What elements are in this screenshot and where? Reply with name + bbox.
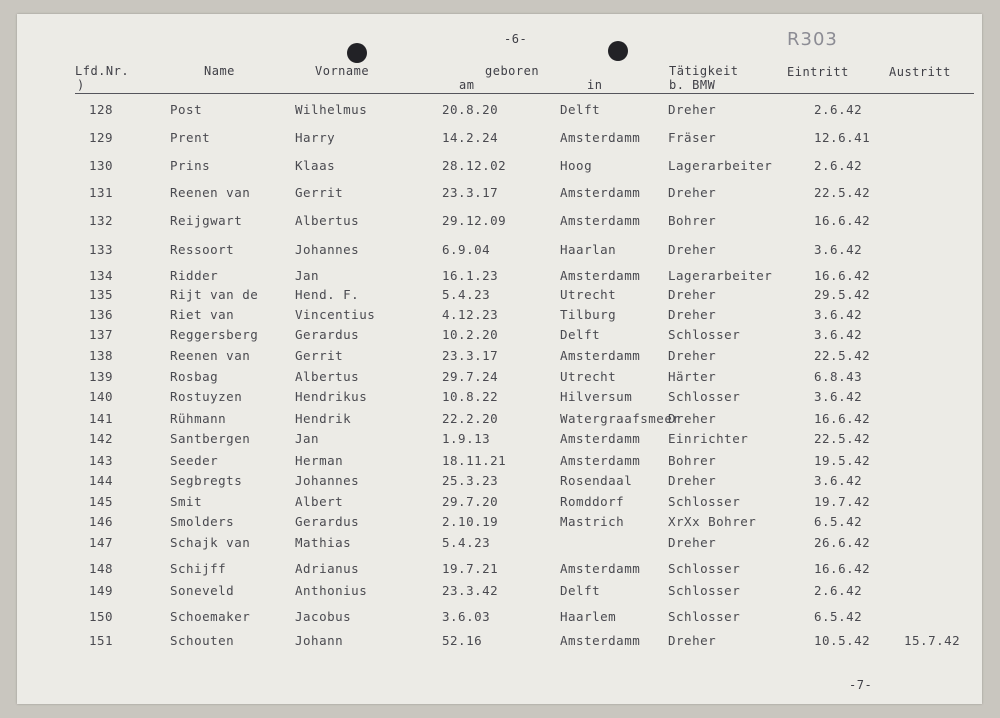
row-entry-date: 10.5.42 <box>814 633 871 648</box>
header-closing-paren: ) <box>77 78 85 92</box>
table-row <box>17 609 982 627</box>
row-name: Smolders <box>170 514 235 529</box>
row-vorname: Johannes <box>295 473 360 488</box>
row-occupation: Bohrer <box>668 213 717 228</box>
row-birth-date: 18.11.21 <box>442 453 507 468</box>
table-row <box>17 130 982 148</box>
row-name: Riet van <box>170 307 235 322</box>
row-number: 143 <box>89 453 114 468</box>
row-name: Schijff <box>170 561 227 576</box>
row-occupation: Dreher <box>668 287 717 302</box>
row-entry-date: 6.8.43 <box>814 369 863 384</box>
row-birth-place: Haarlem <box>560 609 617 624</box>
table-row <box>17 561 982 579</box>
row-name: Reijgwart <box>170 213 243 228</box>
row-entry-date: 2.6.42 <box>814 583 863 598</box>
row-entry-date: 16.6.42 <box>814 268 871 283</box>
table-row <box>17 348 982 366</box>
row-birth-date: 19.7.21 <box>442 561 499 576</box>
row-name: Ressoort <box>170 242 235 257</box>
row-occupation: Bohrer <box>668 453 717 468</box>
row-entry-date: 22.5.42 <box>814 348 871 363</box>
row-vorname: Hend. F. <box>295 287 360 302</box>
header-geboren: geboren <box>485 64 540 78</box>
row-vorname: Wilhelmus <box>295 102 368 117</box>
row-occupation: Dreher <box>668 473 717 488</box>
row-birth-date: 1.9.13 <box>442 431 491 446</box>
row-number: 141 <box>89 411 114 426</box>
row-name: Prins <box>170 158 211 173</box>
row-entry-date: 3.6.42 <box>814 327 863 342</box>
row-name: Reenen van <box>170 348 251 363</box>
row-number: 138 <box>89 348 114 363</box>
table-row <box>17 453 982 471</box>
row-number: 145 <box>89 494 114 509</box>
row-birth-place: Utrecht <box>560 287 617 302</box>
row-number: 131 <box>89 185 114 200</box>
row-entry-date: 3.6.42 <box>814 389 863 404</box>
page-number-bottom: -7- <box>849 678 873 692</box>
row-occupation: Dreher <box>668 185 717 200</box>
header-bei-bmw: b. BMW <box>669 78 716 92</box>
row-number: 132 <box>89 213 114 228</box>
row-birth-place: Amsterdamm <box>560 431 641 446</box>
row-birth-place: Watergraafsmeer <box>560 411 681 426</box>
row-name: Schajk van <box>170 535 251 550</box>
row-number: 151 <box>89 633 114 648</box>
row-occupation: Dreher <box>668 535 717 550</box>
header-lfd-nr: Lfd.Nr. <box>75 64 130 78</box>
row-birth-date: 16.1.23 <box>442 268 499 283</box>
row-number: 140 <box>89 389 114 404</box>
row-vorname: Jan <box>295 431 320 446</box>
row-number: 146 <box>89 514 114 529</box>
row-entry-date: 3.6.42 <box>814 473 863 488</box>
row-birth-place: Amsterdamm <box>560 633 641 648</box>
row-name: Santbergen <box>170 431 251 446</box>
row-birth-place: Delft <box>560 102 601 117</box>
row-name: Rostuyzen <box>170 389 243 404</box>
row-vorname: Johann <box>295 633 344 648</box>
row-entry-date: 22.5.42 <box>814 431 871 446</box>
row-entry-date: 16.6.42 <box>814 561 871 576</box>
row-birth-date: 5.4.23 <box>442 535 491 550</box>
row-entry-date: 2.6.42 <box>814 102 863 117</box>
row-occupation: Fräser <box>668 130 717 145</box>
punch-hole-left <box>347 43 367 63</box>
row-vorname: Jacobus <box>295 609 352 624</box>
row-name: Prent <box>170 130 211 145</box>
row-number: 147 <box>89 535 114 550</box>
row-vorname: Herman <box>295 453 344 468</box>
row-number: 134 <box>89 268 114 283</box>
row-birth-place: Rosendaal <box>560 473 633 488</box>
row-occupation: Dreher <box>668 307 717 322</box>
row-birth-date: 52.16 <box>442 633 483 648</box>
row-vorname: Gerrit <box>295 348 344 363</box>
row-vorname: Albert <box>295 494 344 509</box>
table-row <box>17 327 982 345</box>
row-birth-date: 3.6.03 <box>442 609 491 624</box>
row-occupation: Dreher <box>668 348 717 363</box>
row-birth-date: 6.9.04 <box>442 242 491 257</box>
row-number: 130 <box>89 158 114 173</box>
table-row <box>17 494 982 512</box>
row-occupation: Schlosser <box>668 583 741 598</box>
row-occupation: Dreher <box>668 242 717 257</box>
row-birth-date: 5.4.23 <box>442 287 491 302</box>
row-entry-date: 12.6.41 <box>814 130 871 145</box>
row-birth-place: Amsterdamm <box>560 348 641 363</box>
row-name: Reggersberg <box>170 327 259 342</box>
row-number: 133 <box>89 242 114 257</box>
header-rule <box>75 93 974 94</box>
row-name: Post <box>170 102 203 117</box>
table-row <box>17 535 982 553</box>
row-birth-place: Utrecht <box>560 369 617 384</box>
row-entry-date: 6.5.42 <box>814 609 863 624</box>
row-entry-date: 3.6.42 <box>814 242 863 257</box>
row-name: Smit <box>170 494 203 509</box>
row-vorname: Klaas <box>295 158 336 173</box>
row-name: Schouten <box>170 633 235 648</box>
row-number: 142 <box>89 431 114 446</box>
row-vorname: Mathias <box>295 535 352 550</box>
row-entry-date: 3.6.42 <box>814 307 863 322</box>
row-vorname: Hendrik <box>295 411 352 426</box>
row-birth-place: Amsterdamm <box>560 453 641 468</box>
row-vorname: Gerrit <box>295 185 344 200</box>
header-vorname: Vorname <box>315 64 370 78</box>
table-row <box>17 369 982 387</box>
row-birth-date: 29.12.09 <box>442 213 507 228</box>
row-birth-date: 25.3.23 <box>442 473 499 488</box>
table-row <box>17 633 982 651</box>
row-vorname: Adrianus <box>295 561 360 576</box>
row-number: 137 <box>89 327 114 342</box>
row-entry-date: 26.6.42 <box>814 535 871 550</box>
row-birth-date: 2.10.19 <box>442 514 499 529</box>
header-in: in <box>587 78 603 92</box>
row-vorname: Albertus <box>295 213 360 228</box>
row-entry-date: 2.6.42 <box>814 158 863 173</box>
row-exit-date: 15.7.42 <box>904 633 961 648</box>
row-vorname: Albertus <box>295 369 360 384</box>
row-birth-date: 23.3.42 <box>442 583 499 598</box>
row-occupation: Härter <box>668 369 717 384</box>
table-row <box>17 514 982 532</box>
row-entry-date: 29.5.42 <box>814 287 871 302</box>
row-birth-date: 29.7.24 <box>442 369 499 384</box>
row-occupation: Dreher <box>668 102 717 117</box>
table-row <box>17 242 982 260</box>
table-row <box>17 411 982 429</box>
row-occupation: Dreher <box>668 411 717 426</box>
table-row <box>17 185 982 203</box>
row-name: Rosbag <box>170 369 219 384</box>
row-number: 150 <box>89 609 114 624</box>
row-birth-place: Romddorf <box>560 494 625 509</box>
row-birth-date: 22.2.20 <box>442 411 499 426</box>
row-number: 149 <box>89 583 114 598</box>
row-vorname: Johannes <box>295 242 360 257</box>
row-vorname: Harry <box>295 130 336 145</box>
table-row <box>17 431 982 449</box>
row-name: Rühmann <box>170 411 227 426</box>
row-birth-place: Amsterdamm <box>560 213 641 228</box>
row-birth-place: Amsterdamm <box>560 268 641 283</box>
row-birth-date: 20.8.20 <box>442 102 499 117</box>
table-row <box>17 307 982 325</box>
row-occupation: Schlosser <box>668 561 741 576</box>
row-occupation: Dreher <box>668 633 717 648</box>
row-entry-date: 16.6.42 <box>814 411 871 426</box>
table-row <box>17 473 982 491</box>
table-row <box>17 583 982 601</box>
row-occupation: Schlosser <box>668 609 741 624</box>
row-occupation: Schlosser <box>668 327 741 342</box>
row-entry-date: 22.5.42 <box>814 185 871 200</box>
row-birth-date: 10.2.20 <box>442 327 499 342</box>
row-number: 129 <box>89 130 114 145</box>
header-eintritt: Eintritt <box>787 65 849 79</box>
row-birth-place: Hilversum <box>560 389 633 404</box>
table-row <box>17 268 982 286</box>
table-row <box>17 287 982 305</box>
row-occupation: XrXx Bohrer <box>668 514 757 529</box>
row-entry-date: 19.5.42 <box>814 453 871 468</box>
row-number: 148 <box>89 561 114 576</box>
row-number: 136 <box>89 307 114 322</box>
punch-hole-right <box>608 41 628 61</box>
row-number: 128 <box>89 102 114 117</box>
row-vorname: Vincentius <box>295 307 376 322</box>
header-taetigkeit: Tätigkeit <box>669 64 739 78</box>
row-name: Reenen van <box>170 185 251 200</box>
row-birth-place: Delft <box>560 327 601 342</box>
row-occupation: Schlosser <box>668 389 741 404</box>
row-number: 135 <box>89 287 114 302</box>
row-occupation: Schlosser <box>668 494 741 509</box>
row-vorname: Gerardus <box>295 514 360 529</box>
archive-pencil-note: R303 <box>787 29 838 50</box>
row-birth-date: 29.7.20 <box>442 494 499 509</box>
row-birth-date: 23.3.17 <box>442 348 499 363</box>
table-row <box>17 158 982 176</box>
header-name: Name <box>204 64 235 78</box>
page-number-top: -6- <box>504 32 528 46</box>
row-birth-place: Mastrich <box>560 514 625 529</box>
row-birth-place: Haarlan <box>560 242 617 257</box>
table-row <box>17 102 982 120</box>
row-name: Soneveld <box>170 583 235 598</box>
header-am: am <box>459 78 475 92</box>
row-birth-place: Hoog <box>560 158 593 173</box>
row-birth-place: Tilburg <box>560 307 617 322</box>
header-austritt: Austritt <box>889 65 951 79</box>
document-sheet <box>17 14 982 704</box>
row-vorname: Jan <box>295 268 320 283</box>
row-occupation: Lagerarbeiter <box>668 158 773 173</box>
row-name: Schoemaker <box>170 609 251 624</box>
row-birth-place: Amsterdamm <box>560 130 641 145</box>
row-number: 144 <box>89 473 114 488</box>
row-vorname: Anthonius <box>295 583 368 598</box>
row-name: Ridder <box>170 268 219 283</box>
row-occupation: Einrichter <box>668 431 749 446</box>
row-entry-date: 19.7.42 <box>814 494 871 509</box>
row-birth-date: 10.8.22 <box>442 389 499 404</box>
row-name: Rijt van de <box>170 287 259 302</box>
row-birth-place: Delft <box>560 583 601 598</box>
row-name: Segbregts <box>170 473 243 488</box>
row-entry-date: 16.6.42 <box>814 213 871 228</box>
row-birth-date: 4.12.23 <box>442 307 499 322</box>
row-vorname: Gerardus <box>295 327 360 342</box>
row-occupation: Lagerarbeiter <box>668 268 773 283</box>
table-row <box>17 389 982 407</box>
table-row <box>17 213 982 231</box>
row-vorname: Hendrikus <box>295 389 368 404</box>
row-number: 139 <box>89 369 114 384</box>
row-birth-date: 23.3.17 <box>442 185 499 200</box>
row-birth-date: 14.2.24 <box>442 130 499 145</box>
row-name: Seeder <box>170 453 219 468</box>
row-birth-date: 28.12.02 <box>442 158 507 173</box>
row-birth-place: Amsterdamm <box>560 561 641 576</box>
row-entry-date: 6.5.42 <box>814 514 863 529</box>
row-birth-place: Amsterdamm <box>560 185 641 200</box>
